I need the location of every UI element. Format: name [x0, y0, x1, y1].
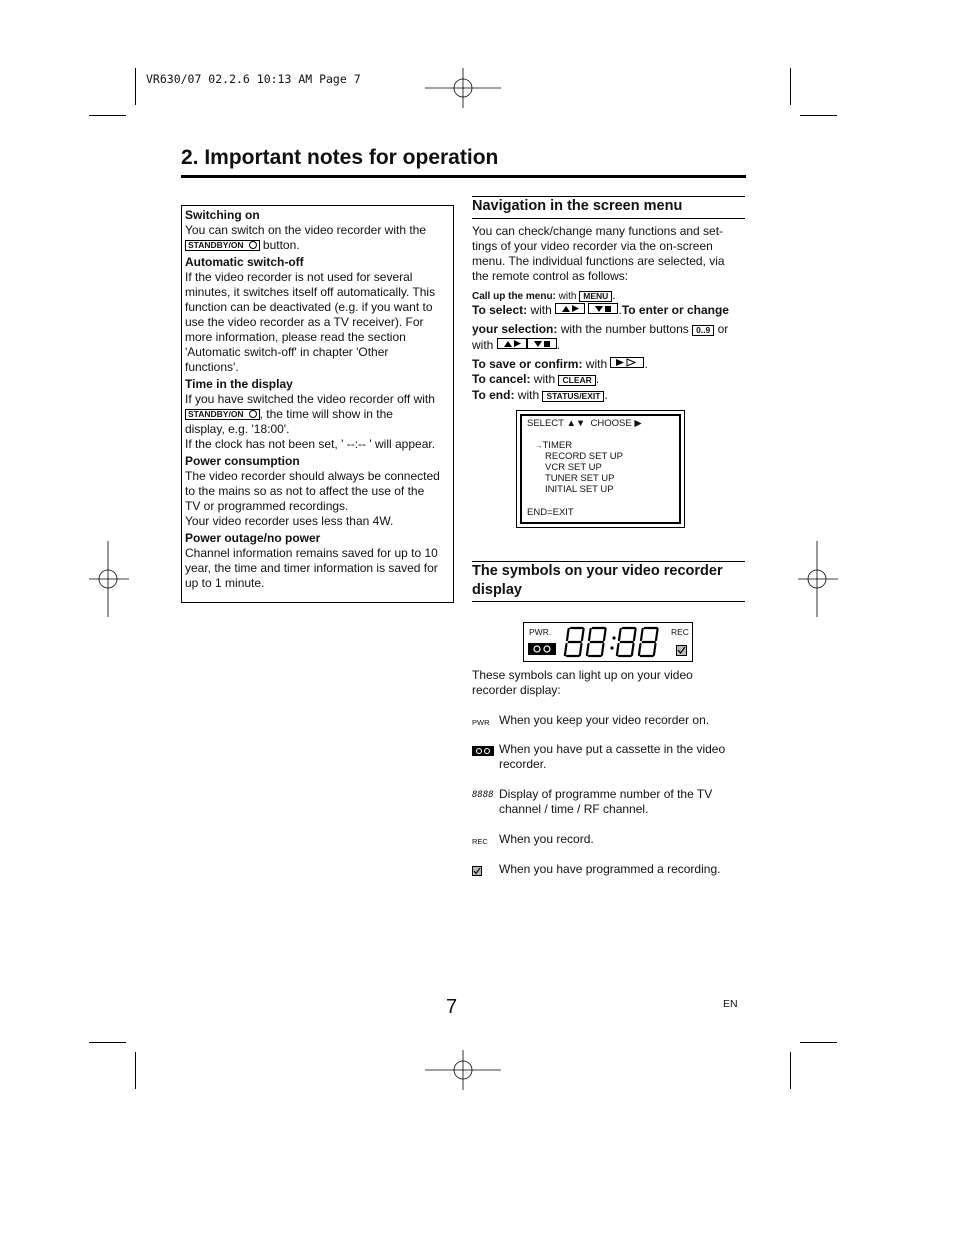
- number-keys: 0..9: [692, 325, 714, 336]
- select-label: To select:: [472, 303, 528, 317]
- standby-on-key: [185, 240, 260, 251]
- save-label: To save or confirm:: [472, 357, 583, 371]
- with-text: with: [514, 388, 543, 402]
- symbol-description-line: Display of programme number of the TV: [499, 787, 713, 801]
- symbol-description: [499, 787, 744, 817]
- with-text: with: [530, 372, 559, 386]
- crop-mark: [790, 1052, 791, 1089]
- time-display-heading: Time in the display: [185, 377, 293, 391]
- switching-on-text-2: [185, 238, 453, 253]
- period: .: [612, 288, 616, 302]
- navigation-heading: Navigation in the screen menu: [472, 198, 683, 214]
- crop-mark: [135, 1052, 136, 1089]
- osd-item-timer: TIMER: [542, 440, 573, 451]
- symbols-heading-line: display: [472, 582, 522, 598]
- menu-key: MENU: [579, 291, 612, 302]
- page-title: 2. Important notes for operation: [181, 146, 499, 169]
- outage-line: year, the time and timer information is saved for: [185, 561, 438, 575]
- auto-off-line: more information, please read the section: [185, 330, 406, 344]
- auto-off-line: 'Automatic switch-off' in chapter 'Other: [185, 345, 389, 359]
- crop-mark: [89, 115, 126, 116]
- crop-mark: [800, 1042, 837, 1043]
- crop-mark: [800, 115, 837, 116]
- down-stop-key-icon: [527, 338, 557, 349]
- intro-line: menu. The individual functions are selected, via: [472, 254, 725, 268]
- seven-segment-digits-icon: [562, 626, 670, 659]
- intro-line: You can check/change many functions and set-: [472, 224, 724, 238]
- onscreen-menu: [516, 410, 685, 528]
- symbol-description: When you record.: [499, 832, 594, 846]
- selection-label: your selection:: [472, 322, 558, 336]
- auto-off-line: function can be deactivated (e.g. if you want to: [185, 300, 433, 314]
- clear-key: CLEAR: [558, 375, 595, 386]
- with-text: with: [472, 338, 497, 352]
- registration-mark-icon: [425, 68, 501, 108]
- period: .: [644, 357, 648, 371]
- symbol-row-rec: [472, 832, 744, 848]
- print-slug: VR630/07 02.2.6 10:13 AM Page 7: [146, 72, 361, 86]
- call-menu-line: [472, 288, 616, 304]
- period: .: [618, 303, 622, 317]
- section-rule: [472, 196, 745, 197]
- switching-on-button-text: button.: [259, 238, 300, 252]
- end-line: [472, 388, 608, 403]
- standby-on-key-label: STANDBY/ON: [188, 240, 244, 250]
- up-right-key-icon: [555, 303, 585, 314]
- symbol-row-timer: [472, 862, 744, 878]
- switching-on-text: You can switch on the video recorder with the: [185, 223, 427, 237]
- save-line: [472, 357, 648, 372]
- cassette-icon: [472, 746, 494, 756]
- or-text: or: [714, 322, 729, 336]
- section-rule: [472, 218, 745, 219]
- power-line: to the mains so as not to affect the use of the: [185, 484, 425, 498]
- status-exit-key: STATUS/EXIT: [542, 391, 604, 402]
- crop-mark: [790, 68, 791, 105]
- osd-select-line: [527, 418, 642, 429]
- with-arrows-line: [472, 338, 560, 353]
- recorder-display: [523, 622, 693, 662]
- intro-line: tings of your video recorder via the on-screen: [472, 239, 713, 253]
- outage-line: up to 1 minute.: [185, 576, 265, 590]
- auto-off-line: minutes, it switches itself off automatically. This: [185, 285, 436, 299]
- intro-line: the remote control as follows:: [472, 269, 629, 283]
- symbol-row-cassette: [472, 742, 744, 774]
- down-stop-key-icon: [588, 303, 618, 314]
- cancel-line: [472, 372, 599, 387]
- time-display-line: If the clock has not been set, ' --:-- ' will appear.: [185, 437, 436, 451]
- symbols-intro-line: These symbols can light up on your video: [472, 668, 693, 682]
- osd-item: TUNER SET UP: [545, 473, 615, 484]
- page-number: 7: [446, 996, 458, 1018]
- symbol-description-line: channel / time / RF channel.: [499, 802, 649, 816]
- symbols-heading: [472, 562, 745, 600]
- osd-item-cursor: [535, 440, 572, 451]
- crop-mark: [135, 68, 136, 105]
- call-menu-label: Call up the menu:: [472, 291, 556, 302]
- power-icon: [249, 241, 257, 249]
- power-icon: [249, 410, 257, 418]
- osd-item: RECORD SET UP: [545, 451, 623, 462]
- with-text: with: [527, 303, 556, 317]
- symbol-description-line: When you have put a cassette in the video: [499, 742, 726, 756]
- registration-mark-icon: [89, 541, 129, 617]
- timer-check-icon: [676, 645, 687, 656]
- osd-select-label: SELECT: [527, 418, 564, 429]
- navigation-intro: [472, 224, 744, 284]
- select-line: [472, 303, 729, 318]
- with-text: with: [555, 291, 580, 302]
- symbol-description-line: recorder.: [499, 757, 547, 771]
- with-text: with: [582, 357, 611, 371]
- timer-check-icon: [472, 866, 482, 876]
- notes-box: [181, 205, 454, 603]
- auto-off-line: use the video recorder as a TV receiver). For: [185, 315, 424, 329]
- registration-mark-icon: [798, 541, 838, 617]
- selection-line: [472, 322, 728, 337]
- power-line: The video recorder should always be connected: [185, 469, 440, 483]
- time-display-line-rest: , the time will show in the: [259, 407, 393, 421]
- symbol-description: [499, 742, 744, 772]
- title-rule: [181, 175, 746, 178]
- time-display-line: [185, 407, 453, 422]
- pwr-icon: PWR: [472, 718, 490, 727]
- play-forward-key-icon: [610, 357, 644, 368]
- registration-mark-icon: [425, 1050, 501, 1090]
- osd-item: INITIAL SET UP: [545, 484, 614, 495]
- cancel-label: To cancel:: [472, 372, 531, 386]
- time-display-line: If you have switched the video recorder off with: [185, 392, 435, 406]
- language-code: EN: [723, 998, 738, 1010]
- power-line: Your video recorder uses less than 4W.: [185, 514, 394, 528]
- osd-choose-label: CHOOSE: [590, 418, 632, 429]
- section-rule: [472, 601, 745, 602]
- up-down-arrow-icon: ▲▼: [566, 418, 586, 429]
- symbol-description: When you keep your video recorder on.: [499, 713, 710, 727]
- period: .: [604, 388, 608, 402]
- period: .: [556, 338, 561, 352]
- selection-text: with the number buttons: [557, 322, 693, 336]
- osd-end: END=EXIT: [527, 507, 574, 518]
- symbol-row-digits: [472, 787, 744, 819]
- outage-heading: Power outage/no power: [185, 531, 321, 545]
- symbol-row-pwr: [472, 713, 744, 729]
- digits-icon: 8888: [472, 790, 494, 800]
- osd-item: VCR SET UP: [545, 462, 602, 473]
- auto-off-line: If the video recorder is not used for several: [185, 270, 413, 284]
- symbol-description: When you have programmed a recording.: [499, 862, 721, 876]
- auto-off-heading: Automatic switch-off: [185, 255, 304, 269]
- outage-line: Channel information remains saved for up to 10: [185, 546, 438, 560]
- crop-mark: [89, 1042, 126, 1043]
- right-arrow-icon: ▶: [634, 418, 642, 429]
- standby-on-key: [185, 409, 260, 420]
- lcd-rec-label: REC: [671, 627, 689, 637]
- standby-on-key-label: STANDBY/ON: [188, 409, 244, 419]
- cursor-arrow-icon: →: [535, 441, 543, 450]
- end-label: To end:: [472, 388, 515, 402]
- power-line: TV or programmed recordings.: [185, 499, 349, 513]
- auto-off-line: functions'.: [185, 360, 239, 374]
- period: .: [595, 372, 600, 386]
- up-right-key-icon: [497, 338, 527, 349]
- cassette-icon: [528, 643, 556, 655]
- power-heading: Power consumption: [185, 454, 300, 468]
- switching-on-heading: Switching on: [185, 208, 260, 222]
- lcd-pwr-label: PWR.: [529, 627, 552, 637]
- symbols-heading-line: The symbols on your video recorder: [472, 563, 723, 579]
- symbols-intro: [472, 668, 744, 698]
- time-display-line: display, e.g. '18:00'.: [185, 422, 290, 436]
- enter-change-label: To enter or change: [621, 303, 729, 317]
- symbols-intro-line: recorder display:: [472, 683, 561, 697]
- rec-icon: REC: [472, 837, 488, 846]
